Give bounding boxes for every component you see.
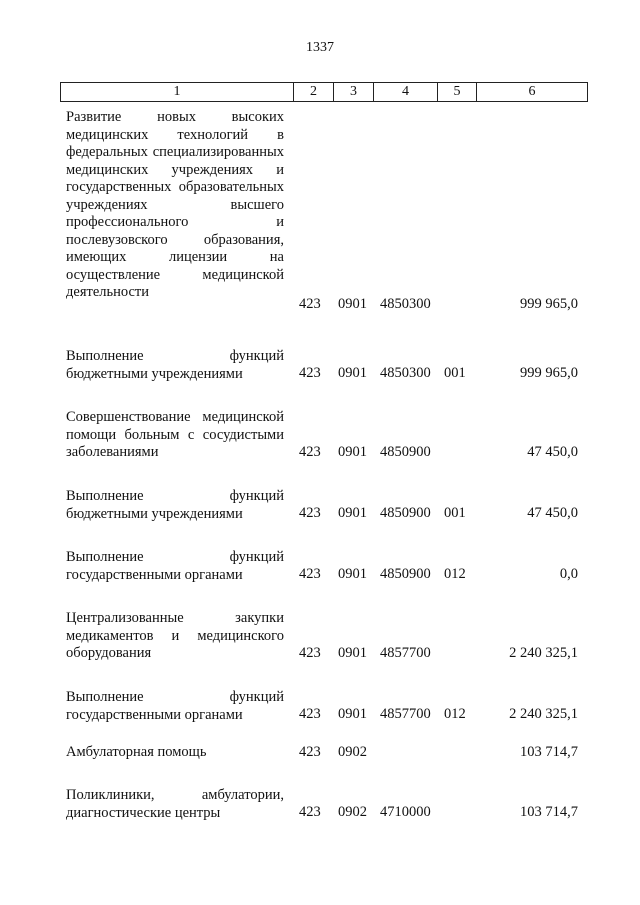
- row-section: 0902: [338, 744, 367, 760]
- row-amount: 47 450,0: [527, 444, 578, 460]
- header-col-3: 3: [334, 83, 374, 102]
- row-expense-type: 012: [444, 706, 466, 722]
- row-section: 0901: [338, 706, 367, 722]
- row-target: 4850900: [380, 444, 431, 460]
- row-section: 0901: [338, 645, 367, 661]
- row-name: Выполнение функций бюджетными учреждениями: [66, 488, 284, 522]
- row-amount: 103 714,7: [520, 804, 578, 820]
- row-section: 0901: [338, 505, 367, 521]
- row-name: Совершенствование медицинской помощи больным с сосудистыми заболеваниями: [66, 409, 284, 460]
- table-body: [0, 104, 640, 827]
- row-amount: 0,0: [559, 566, 578, 582]
- header-col-2: 2: [294, 83, 334, 102]
- row-name: Выполнение функций бюджетными учреждениями: [66, 348, 284, 382]
- table-row: [0, 348, 640, 409]
- row-ministry: 423: [299, 645, 321, 661]
- row-ministry: 423: [299, 505, 321, 521]
- row-amount: 999 965,0: [520, 296, 578, 312]
- page-number: 1337: [306, 40, 334, 55]
- table-row: [0, 787, 640, 827]
- row-section: 0901: [338, 566, 367, 582]
- row-target: 4850900: [380, 566, 431, 582]
- row-name: Поликлиники, амбулатории, диагностические центры: [66, 787, 284, 821]
- row-section: 0901: [338, 365, 367, 381]
- table-header: [60, 82, 588, 102]
- table-row: [0, 409, 640, 488]
- header-col-5: 5: [438, 83, 477, 102]
- table-row: [0, 744, 640, 787]
- row-name: Выполнение функций государственными органами: [66, 689, 284, 723]
- row-amount: 999 965,0: [520, 365, 578, 381]
- row-section: 0902: [338, 804, 367, 820]
- row-ministry: 423: [299, 804, 321, 820]
- row-name: Централизованные закупки медикаментов и медицинского оборудования: [66, 610, 284, 661]
- row-ministry: 423: [299, 706, 321, 722]
- row-ministry: 423: [299, 744, 321, 760]
- row-section: 0901: [338, 444, 367, 460]
- header-col-4: 4: [374, 83, 438, 102]
- row-expense-type: 012: [444, 566, 466, 582]
- row-name: Амбулаторная помощь: [66, 744, 207, 760]
- row-ministry: 423: [299, 296, 321, 312]
- row-target: 4850300: [380, 365, 431, 381]
- row-amount: 2 240 325,1: [509, 645, 578, 661]
- table-row: [0, 488, 640, 549]
- table-row: [0, 104, 640, 348]
- row-amount: 103 714,7: [520, 744, 578, 760]
- row-target: 4850300: [380, 296, 431, 312]
- row-name: Выполнение функций государственными органами: [66, 549, 284, 583]
- row-section: 0901: [338, 296, 367, 312]
- row-name: Развитие новых высоких медицинских технологий в федеральных специализированных медицинских учреждениях и государственных образовательных учреждениях высшего профессионального и послевузовского образования, имеющих лицензии на осуществление медицинской деятельности: [66, 109, 284, 300]
- row-ministry: 423: [299, 566, 321, 582]
- row-ministry: 423: [299, 444, 321, 460]
- row-expense-type: 001: [444, 505, 466, 521]
- table-row: [0, 689, 640, 744]
- row-target: 4857700: [380, 706, 431, 722]
- row-target: 4850900: [380, 505, 431, 521]
- row-expense-type: 001: [444, 365, 466, 381]
- table-row: [0, 549, 640, 610]
- header-col-6: 6: [477, 83, 588, 102]
- row-amount: 47 450,0: [527, 505, 578, 521]
- header-col-1: 1: [61, 83, 294, 102]
- row-ministry: 423: [299, 365, 321, 381]
- row-target: 4710000: [380, 804, 431, 820]
- row-target: 4857700: [380, 645, 431, 661]
- table-row: [0, 610, 640, 689]
- row-amount: 2 240 325,1: [509, 706, 578, 722]
